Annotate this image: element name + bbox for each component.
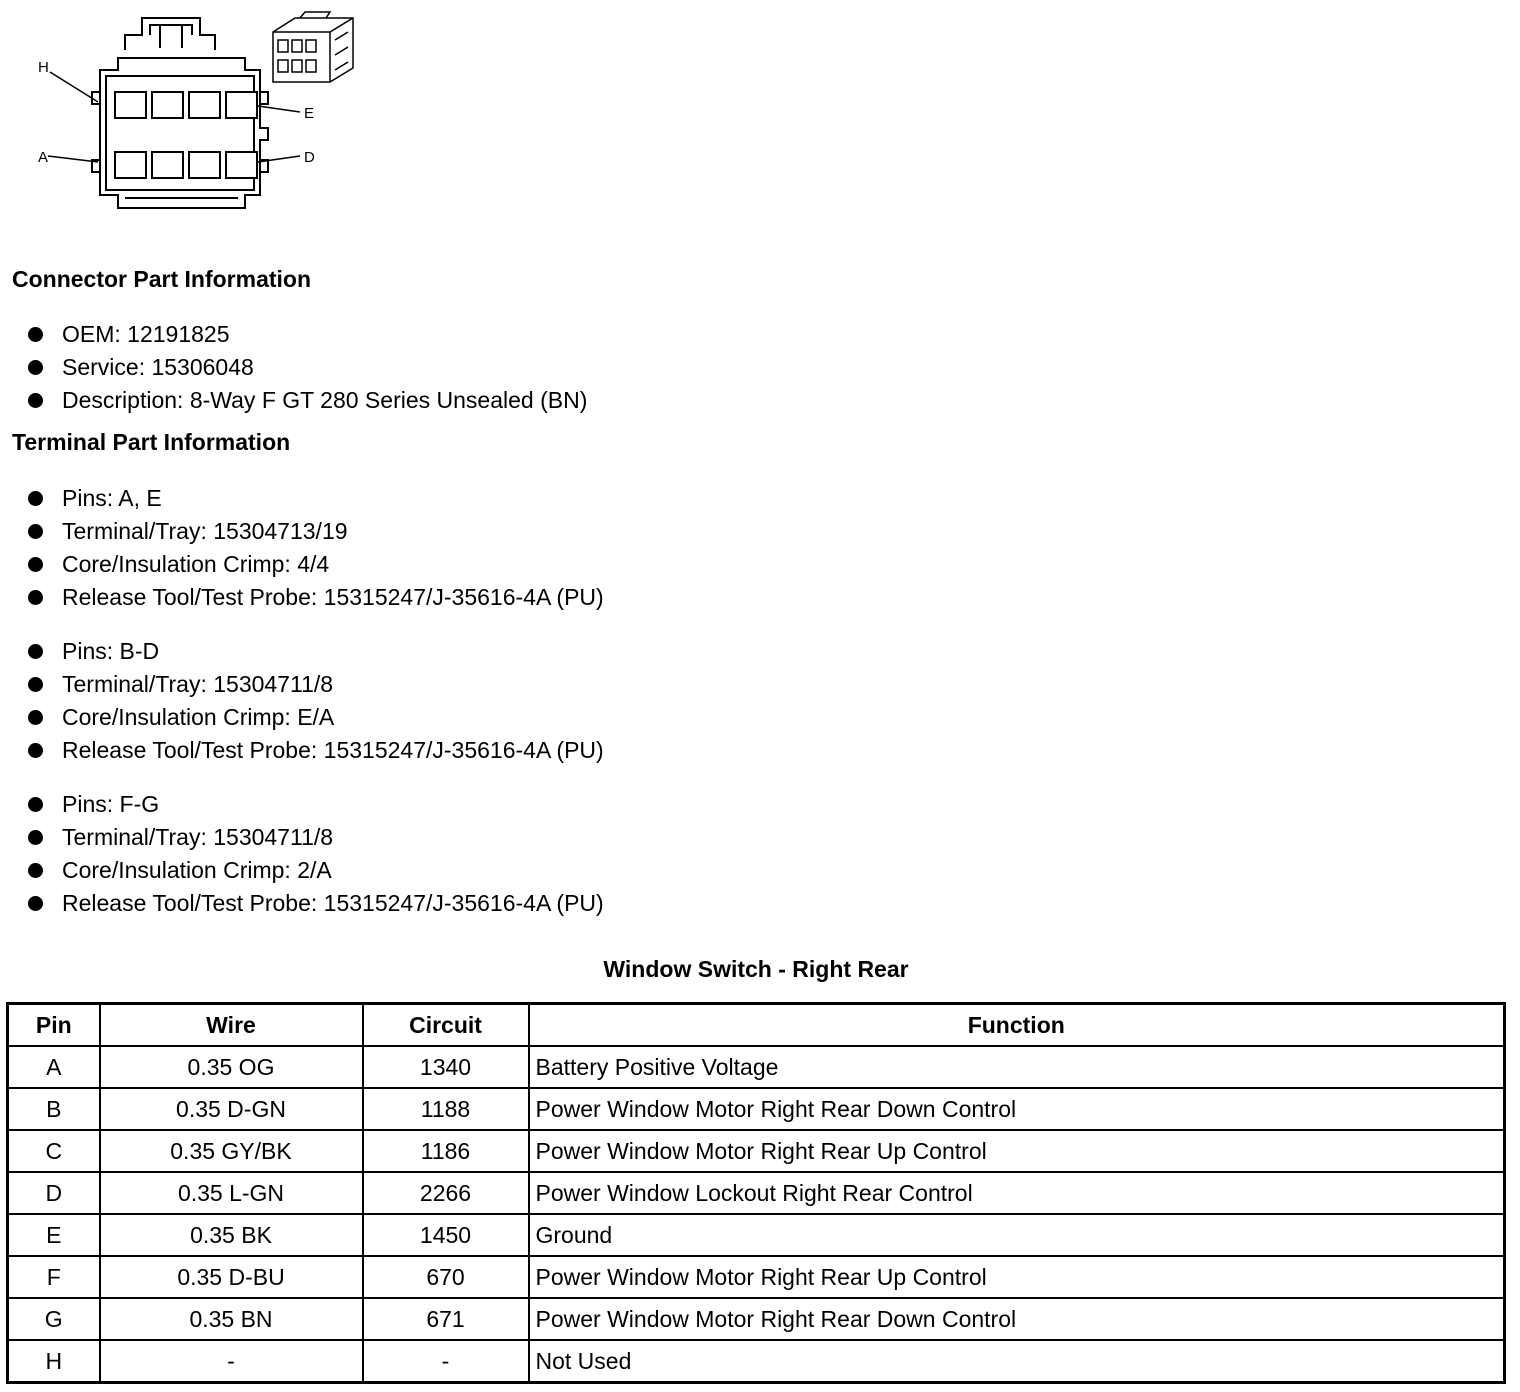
- table-header-row: [8, 1004, 1505, 1047]
- list-item-text: Terminal/Tray: 15304711/8: [62, 824, 334, 850]
- list-item-text: Release Tool/Test Probe: 15315247/J-35616-4A (PU): [62, 584, 604, 610]
- cell-wire: -: [100, 1340, 363, 1383]
- cavity-b: [152, 152, 183, 178]
- bullet-icon: [28, 710, 43, 725]
- list-item: [28, 821, 604, 854]
- pin-label-h: H: [38, 59, 49, 76]
- bullet-icon: [28, 896, 43, 911]
- header-function: Function: [529, 1004, 1505, 1047]
- list-item: [28, 788, 604, 821]
- connector-isometric-icon: [273, 12, 353, 82]
- bullet-icon: [28, 524, 43, 539]
- cell-wire: 0.35 BK: [100, 1214, 363, 1256]
- cell-function: Not Used: [529, 1340, 1505, 1383]
- list-item-text: Pins: B-D: [62, 638, 160, 664]
- bullet-icon: [28, 863, 43, 878]
- cell-function: Power Window Motor Right Rear Up Control: [529, 1256, 1505, 1298]
- cell-function: Battery Positive Voltage: [529, 1046, 1505, 1088]
- table-row: [8, 1088, 1505, 1130]
- cell-wire: 0.35 D-BU: [100, 1256, 363, 1298]
- list-item: [28, 318, 587, 351]
- list-item-text: OEM: 12191825: [62, 321, 230, 347]
- cavity-h: [115, 92, 146, 118]
- cell-circuit: 2266: [363, 1172, 529, 1214]
- cell-wire: 0.35 L-GN: [100, 1172, 363, 1214]
- pin-label-d: D: [304, 149, 315, 166]
- terminal-info-list: [28, 482, 604, 614]
- cell-circuit: -: [363, 1340, 529, 1383]
- bullet-icon: [28, 677, 43, 692]
- list-item: [28, 887, 604, 920]
- cell-wire: 0.35 BN: [100, 1298, 363, 1340]
- list-item-text: Core/Insulation Crimp: 2/A: [62, 857, 332, 883]
- cell-pin: D: [8, 1172, 100, 1214]
- list-item: [28, 635, 604, 668]
- list-item: [28, 854, 604, 887]
- header-pin: Pin: [8, 1004, 100, 1047]
- bullet-icon: [28, 743, 43, 758]
- bullet-icon: [28, 590, 43, 605]
- cell-function: Power Window Motor Right Rear Down Control: [529, 1088, 1505, 1130]
- cell-pin: A: [8, 1046, 100, 1088]
- table-row: [8, 1340, 1505, 1383]
- cell-circuit: 1186: [363, 1130, 529, 1172]
- list-item: [28, 384, 587, 417]
- table-row: [8, 1214, 1505, 1256]
- table-row: [8, 1172, 1505, 1214]
- table-row: [8, 1256, 1505, 1298]
- list-item-text: Terminal/Tray: 15304713/19: [62, 518, 348, 544]
- list-item: [28, 515, 604, 548]
- list-item-text: Terminal/Tray: 15304711/8: [62, 671, 334, 697]
- bullet-icon: [28, 393, 43, 408]
- cavity-f: [189, 92, 220, 118]
- list-item-text: Description: 8-Way F GT 280 Series Unsealed (BN): [62, 387, 588, 413]
- connector-info-list: [28, 318, 587, 417]
- terminal-info-list: [28, 788, 604, 920]
- cell-pin: C: [8, 1130, 100, 1172]
- cell-wire: 0.35 D-GN: [100, 1088, 363, 1130]
- cell-circuit: 670: [363, 1256, 529, 1298]
- connector-latch: [125, 18, 215, 50]
- cell-circuit: 671: [363, 1298, 529, 1340]
- list-item-text: Service: 15306048: [62, 354, 254, 380]
- bullet-icon: [28, 797, 43, 812]
- terminal-info-list: [28, 635, 604, 767]
- header-circuit: Circuit: [363, 1004, 529, 1047]
- list-item-text: Pins: A, E: [62, 485, 162, 511]
- connector-body: [100, 58, 268, 208]
- list-item-text: Core/Insulation Crimp: E/A: [62, 704, 335, 730]
- table-row: [8, 1298, 1505, 1340]
- cell-pin: H: [8, 1340, 100, 1383]
- cell-function: Ground: [529, 1214, 1505, 1256]
- bullet-icon: [28, 491, 43, 506]
- list-item: [28, 701, 604, 734]
- cell-circuit: 1340: [363, 1046, 529, 1088]
- cavity-c: [189, 152, 220, 178]
- table-row: [8, 1046, 1505, 1088]
- list-item-text: Release Tool/Test Probe: 15315247/J-35616-4A (PU): [62, 737, 604, 763]
- pin-table: [6, 1002, 1506, 1384]
- list-item: [28, 734, 604, 767]
- cell-pin: B: [8, 1088, 100, 1130]
- cell-pin: F: [8, 1256, 100, 1298]
- cell-function: Power Window Lockout Right Rear Control: [529, 1172, 1505, 1214]
- list-item: [28, 581, 604, 614]
- cavity-e: [226, 92, 257, 118]
- cell-circuit: 1188: [363, 1088, 529, 1130]
- cavity-d: [226, 152, 257, 178]
- cell-pin: G: [8, 1298, 100, 1340]
- cavity-g: [152, 92, 183, 118]
- pin-label-a: A: [38, 149, 49, 166]
- terminal-info-heading: Terminal Part Information: [12, 429, 291, 455]
- connector-info-heading: Connector Part Information: [12, 266, 312, 292]
- cell-function: Power Window Motor Right Rear Up Control: [529, 1130, 1505, 1172]
- list-item: [28, 668, 604, 701]
- header-wire: Wire: [100, 1004, 363, 1047]
- list-item: [28, 482, 604, 515]
- cell-function: Power Window Motor Right Rear Down Control: [529, 1298, 1505, 1340]
- list-item: [28, 351, 587, 384]
- cell-wire: 0.35 OG: [100, 1046, 363, 1088]
- bullet-icon: [28, 644, 43, 659]
- list-item-text: Release Tool/Test Probe: 15315247/J-35616-4A (PU): [62, 890, 604, 916]
- cavity-a: [115, 152, 146, 178]
- cell-wire: 0.35 GY/BK: [100, 1130, 363, 1172]
- list-item: [28, 548, 604, 581]
- pin-label-e: E: [304, 105, 315, 122]
- bullet-icon: [28, 360, 43, 375]
- cell-circuit: 1450: [363, 1214, 529, 1256]
- list-item-text: Core/Insulation Crimp: 4/4: [62, 551, 330, 577]
- bullet-icon: [28, 557, 43, 572]
- list-item-text: Pins: F-G: [62, 791, 160, 817]
- table-title: Window Switch - Right Rear: [603, 956, 909, 982]
- table-row: [8, 1130, 1505, 1172]
- bullet-icon: [28, 830, 43, 845]
- connector-diagram: [30, 10, 370, 220]
- cell-pin: E: [8, 1214, 100, 1256]
- bullet-icon: [28, 327, 43, 342]
